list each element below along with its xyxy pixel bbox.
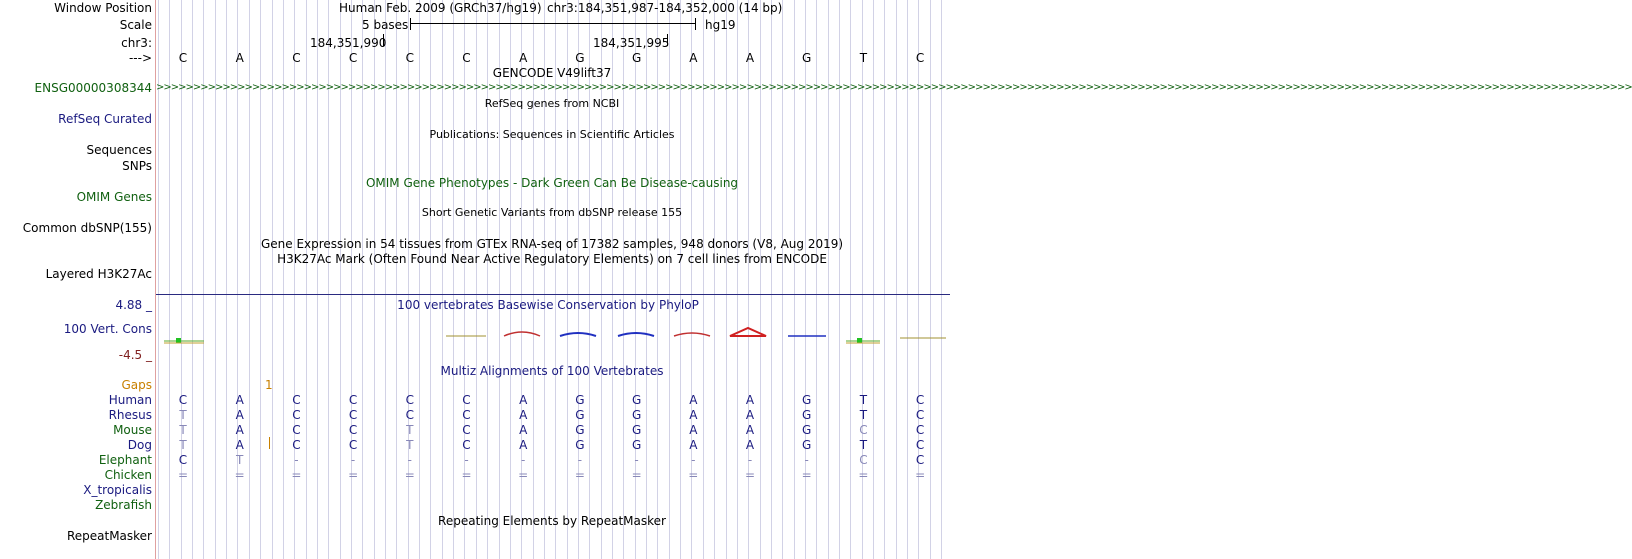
- aligned-base: A: [519, 408, 528, 422]
- aligned-base: T: [179, 408, 187, 422]
- aligned-base: A: [235, 393, 244, 407]
- reference-base: A: [235, 51, 244, 65]
- reference-base: C: [915, 51, 925, 65]
- aligned-base: C: [292, 408, 301, 422]
- aligned-base: =: [404, 468, 415, 482]
- aligned-base: -: [464, 453, 469, 467]
- aligned-base: -: [577, 453, 583, 467]
- gtex-title: Gene Expression in 54 tissues from GTEx RNA-seq of 17382 samples, 948 donors (V8, Aug 2019): [260, 237, 844, 251]
- aligned-base: C: [915, 423, 925, 437]
- aligned-base: A: [745, 408, 755, 422]
- aligned-base: -: [521, 453, 526, 467]
- aligned-base: T: [179, 423, 187, 437]
- aligned-base: =: [177, 468, 189, 482]
- species-label[interactable]: Human: [108, 393, 152, 407]
- scale-db: hg19: [705, 18, 736, 32]
- aligned-base: C: [292, 438, 301, 452]
- species-sequence: [0, 498, 950, 512]
- species-sequence: [0, 438, 950, 452]
- aligned-base: =: [234, 468, 245, 482]
- species-sequence: [0, 408, 950, 422]
- aligned-base: C: [462, 438, 471, 452]
- aligned-base: T: [236, 453, 244, 467]
- label-layered-h3k27ac[interactable]: Layered H3K27Ac: [45, 267, 152, 281]
- reference-base: A: [689, 51, 698, 65]
- reference-base: T: [859, 51, 868, 65]
- aligned-base: T: [859, 438, 868, 452]
- multiz-title: Multiz Alignments of 100 Vertebrates: [440, 364, 664, 378]
- label-100-vert-cons[interactable]: 100 Vert. Cons: [63, 322, 152, 336]
- aligned-base: C: [915, 408, 925, 422]
- aligned-base: G: [575, 393, 585, 407]
- species-sequence: [0, 393, 950, 407]
- aligned-base: -: [691, 453, 696, 467]
- aligned-base: T: [179, 438, 187, 452]
- scale-bar: [410, 18, 696, 30]
- aligned-base: =: [915, 468, 926, 482]
- region-position: chr3:184,351,987-184,352,000 (14 bp): [547, 1, 783, 15]
- aligned-base: A: [235, 438, 244, 452]
- aligned-base: =: [574, 468, 585, 482]
- cons-max-label: 4.88 _: [115, 298, 152, 312]
- assembly-name: Human Feb. 2009 (GRCh37/hg19): [339, 1, 542, 15]
- aligned-base: =: [801, 468, 812, 482]
- gene-id-label[interactable]: ENSG00000308344: [34, 81, 152, 95]
- repeatmasker-title: Repeating Elements by RepeatMasker: [438, 514, 666, 528]
- aligned-base: A: [689, 408, 698, 422]
- species-label[interactable]: Chicken: [104, 468, 152, 482]
- aligned-base: A: [235, 408, 244, 422]
- aligned-base: =: [348, 468, 359, 482]
- coord-tick-1: [383, 34, 384, 46]
- dbsnp-title: Short Genetic Variants from dbSNP release 155: [421, 206, 683, 219]
- aligned-base: C: [859, 423, 868, 437]
- phylop-title: 100 vertebrates Basewise Conservation by PhyloP: [397, 298, 699, 312]
- reference-base: A: [745, 51, 755, 65]
- aligned-base: C: [405, 408, 414, 422]
- aligned-base: C: [462, 408, 471, 422]
- cons-min-label: -4.5 _: [118, 348, 152, 362]
- reference-base: C: [462, 51, 471, 65]
- aligned-base: C: [915, 453, 925, 467]
- aligned-base: G: [575, 408, 585, 422]
- aligned-base: A: [519, 393, 528, 407]
- species-sequence: [0, 468, 950, 482]
- aligned-base: T: [406, 438, 414, 452]
- aligned-base: G: [802, 408, 812, 422]
- species-label[interactable]: Dog: [127, 438, 152, 452]
- reference-base: A: [519, 51, 528, 65]
- omim-title: OMIM Gene Phenotypes - Dark Green Can Be Disease-causing: [365, 176, 739, 190]
- track-separator: [156, 294, 950, 295]
- publications-title: Publications: Sequences in Scientific Articles: [429, 128, 675, 141]
- label-window-position: Window Position: [54, 1, 152, 15]
- species-sequence: [0, 483, 950, 497]
- aligned-base: C: [462, 393, 471, 407]
- species-sequence: [0, 423, 950, 437]
- aligned-base: -: [350, 453, 356, 467]
- scale-text: 5 bases: [362, 18, 409, 32]
- reference-base: G: [631, 51, 642, 65]
- label-arrow: --->: [128, 51, 152, 65]
- gap-count: 1: [265, 378, 273, 392]
- aligned-base: G: [631, 408, 642, 422]
- label-snps[interactable]: SNPs: [122, 159, 152, 173]
- aligned-base: G: [631, 438, 642, 452]
- species-label[interactable]: X_tropicalis: [83, 483, 152, 497]
- aligned-base: A: [689, 438, 698, 452]
- coord-tick-2: [667, 34, 668, 46]
- aligned-base: G: [575, 438, 585, 452]
- aligned-base: =: [631, 468, 642, 482]
- coord-label-2: 184,351,995: [593, 36, 670, 50]
- reference-base: G: [575, 51, 585, 65]
- aligned-base: A: [235, 423, 244, 437]
- reference-base: G: [802, 51, 812, 65]
- label-sequences[interactable]: Sequences: [86, 143, 152, 157]
- aligned-base: T: [406, 423, 414, 437]
- conservation-plot[interactable]: [156, 318, 950, 358]
- reference-base: C: [292, 51, 301, 65]
- aligned-base: G: [631, 393, 642, 407]
- aligned-base: =: [518, 468, 529, 482]
- aligned-base: -: [634, 453, 639, 467]
- aligned-base: C: [178, 453, 188, 467]
- reference-bases: [0, 51, 950, 65]
- aligned-base: -: [747, 453, 753, 467]
- species-label[interactable]: Zebrafish: [95, 498, 152, 512]
- aligned-base: T: [859, 408, 868, 422]
- aligned-base: A: [745, 423, 755, 437]
- aligned-base: =: [858, 468, 869, 482]
- aligned-base: C: [348, 423, 358, 437]
- aligned-base: G: [631, 423, 642, 437]
- aligned-base: G: [802, 393, 812, 407]
- aligned-base: =: [291, 468, 302, 482]
- coord-label-1: 184,351,990: [310, 36, 387, 50]
- gene-track-arrows[interactable]: >>>>>>>>>>>>>>>>>>>>>>>>>>>>>>>>>>>>>>>>>>>>>>>>>>>>>>>>>>>>>>>>>>>>>>>>>>>>>>>>>>>>>>>>>>>>>>>>>>>>>>>>>>>>>>>>>>>>>>>>>>>>>>>>>>>>>>>>>>>>>>>>>>>>>>>>>>>>>>>>>>>>>>>>>>>>>>>>>>>>>>>>>>>>>>>>>>>>>>>>: [156, 82, 1632, 93]
- species-label[interactable]: Rhesus: [108, 408, 152, 422]
- aligned-base: =: [461, 468, 472, 482]
- label-omim[interactable]: OMIM Genes: [76, 190, 152, 204]
- aligned-base: G: [802, 423, 812, 437]
- aligned-base: C: [292, 423, 301, 437]
- aligned-base: =: [744, 468, 756, 482]
- aligned-base: A: [745, 438, 755, 452]
- aligned-base: A: [519, 438, 528, 452]
- aligned-base: G: [802, 438, 812, 452]
- aligned-base: -: [407, 453, 412, 467]
- aligned-base: C: [292, 393, 301, 407]
- aligned-base: C: [348, 408, 358, 422]
- reference-base: C: [178, 51, 188, 65]
- aligned-base: -: [804, 453, 809, 467]
- aligned-base: =: [688, 468, 699, 482]
- aligned-base: T: [859, 393, 868, 407]
- reference-base: C: [348, 51, 358, 65]
- aligned-base: C: [348, 438, 358, 452]
- aligned-base: G: [575, 423, 585, 437]
- label-repeatmasker[interactable]: RepeatMasker: [66, 529, 152, 543]
- label-scale: Scale: [119, 18, 152, 32]
- aligned-base: -: [294, 453, 299, 467]
- refseq-title: RefSeq genes from NCBI: [484, 97, 620, 110]
- label-refseq[interactable]: RefSeq Curated: [58, 112, 152, 126]
- aligned-base: C: [462, 423, 471, 437]
- reference-base: C: [405, 51, 414, 65]
- aligned-base: C: [915, 393, 925, 407]
- species-label[interactable]: Mouse: [113, 423, 152, 437]
- aligned-base: A: [745, 393, 755, 407]
- aligned-base: A: [519, 423, 528, 437]
- label-chr: chr3:: [121, 36, 152, 50]
- aligned-base: A: [689, 393, 698, 407]
- aligned-base: C: [348, 393, 358, 407]
- aligned-base: C: [178, 393, 188, 407]
- aligned-base: C: [859, 453, 868, 467]
- aligned-base: C: [405, 393, 414, 407]
- label-common-dbsnp[interactable]: Common dbSNP(155): [22, 221, 152, 235]
- species-label[interactable]: Elephant: [98, 453, 152, 467]
- label-gaps[interactable]: Gaps: [121, 378, 152, 392]
- aligned-base: C: [915, 438, 925, 452]
- aligned-base: A: [689, 423, 698, 437]
- gencode-title: GENCODE V49lift37: [492, 66, 612, 80]
- h3k27ac-title: H3K27Ac Mark (Often Found Near Active Regulatory Elements) on 7 cell lines from ENCODE: [277, 252, 827, 266]
- species-sequence: [0, 453, 950, 467]
